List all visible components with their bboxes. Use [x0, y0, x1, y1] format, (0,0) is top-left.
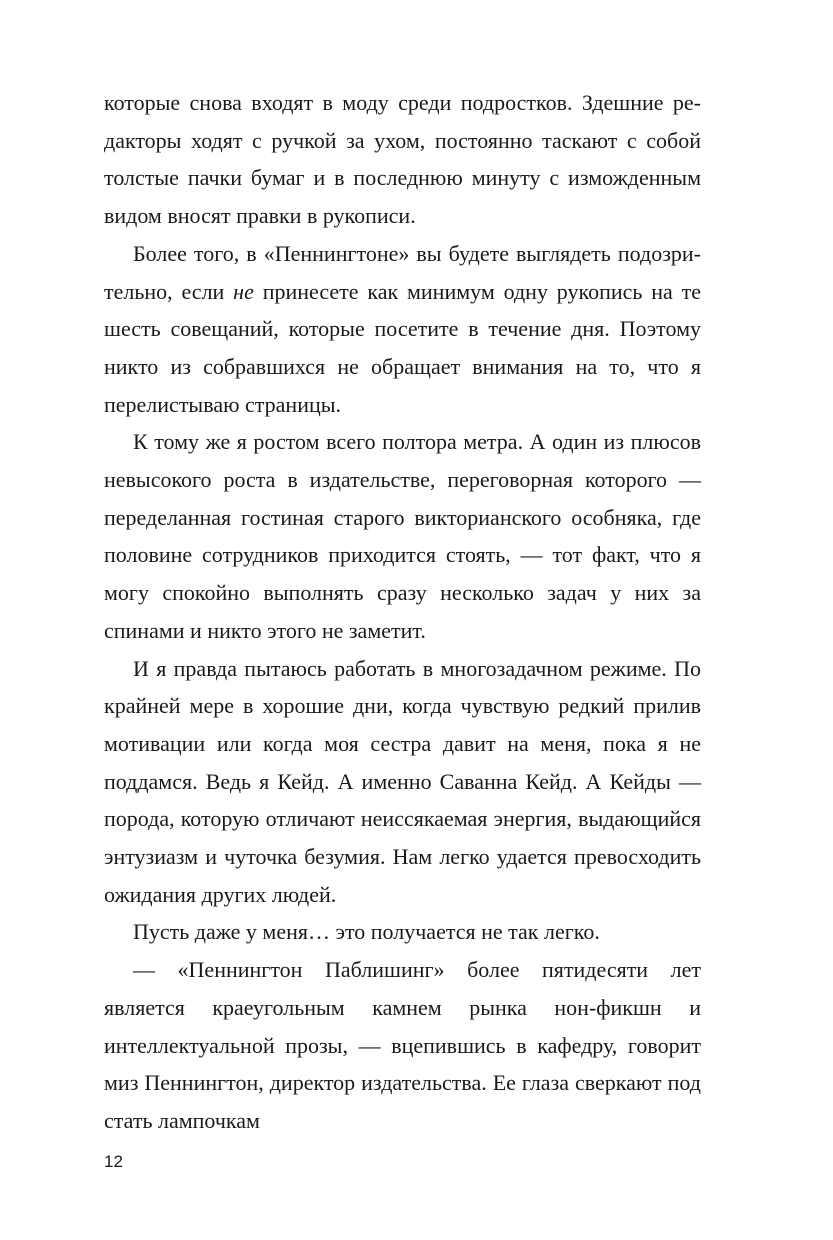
paragraph-1: которые снова входят в моду среди подростков. Здешние редакторы ходят с ручкой за ухом, постоянно таскают с собой толстые пачки бумаг и в последнюю минуту с изможденным видом вносят правки в рукописи.: [104, 90, 701, 229]
paragraph-3: К тому же я ростом всего полтора метра. А один из плюсов невысокого роста в издательстве, переговорная которого — переделанная гостиная старого викторианского особняка, где половине сотрудников приходится стоять, — тот факт, что я могу спокойно выполнять сразу несколько задач у них за спинами и никто этого не заметит.: [104, 429, 701, 643]
page-number: 12: [104, 1152, 123, 1171]
paragraph-5: Пусть даже у меня… это получается не так легко.: [133, 919, 600, 945]
page-body: [104, 84, 701, 1140]
paragraph-4: И я правда пытаюсь работать в многозадачном режиме. По крайней мере в хорошие дни, когда чувствую редкий прилив мотивации или когда моя сестра давит на меня, пока я не поддамся. Ведь я Кейд. А именно Саванна Кейд. А Кейды — порода, которую отличают неиссякаемая энергия, выдающийся энтузиазм и чуточка безумия. Нам легко удается превосходить ожидания других людей.: [104, 655, 701, 907]
emphasis-not: не: [233, 278, 254, 304]
paragraph-2-start: Более того, в «Пеннингтоне» вы будете выглядеть подозрительно, если: [104, 240, 701, 304]
paragraph-2: [104, 235, 701, 424]
paragraph-6: — «Пеннингтон Паблишинг» более пятидесяти лет является краеугольным камнем рынка нон-фикшн и интеллектуальной прозы, — вцепившись в кафедру, говорит миз Пеннингтон, директор издательства. Ее глаза сверкают под стать лампочкам: [104, 957, 701, 1133]
paragraph-2-end: принесете как минимум одну рукопись на те шесть совещаний, которые посетите в течение дня. Поэтому никто из собравшихся не обращает внимания на то, что я перелистываю страницы.: [104, 278, 701, 417]
